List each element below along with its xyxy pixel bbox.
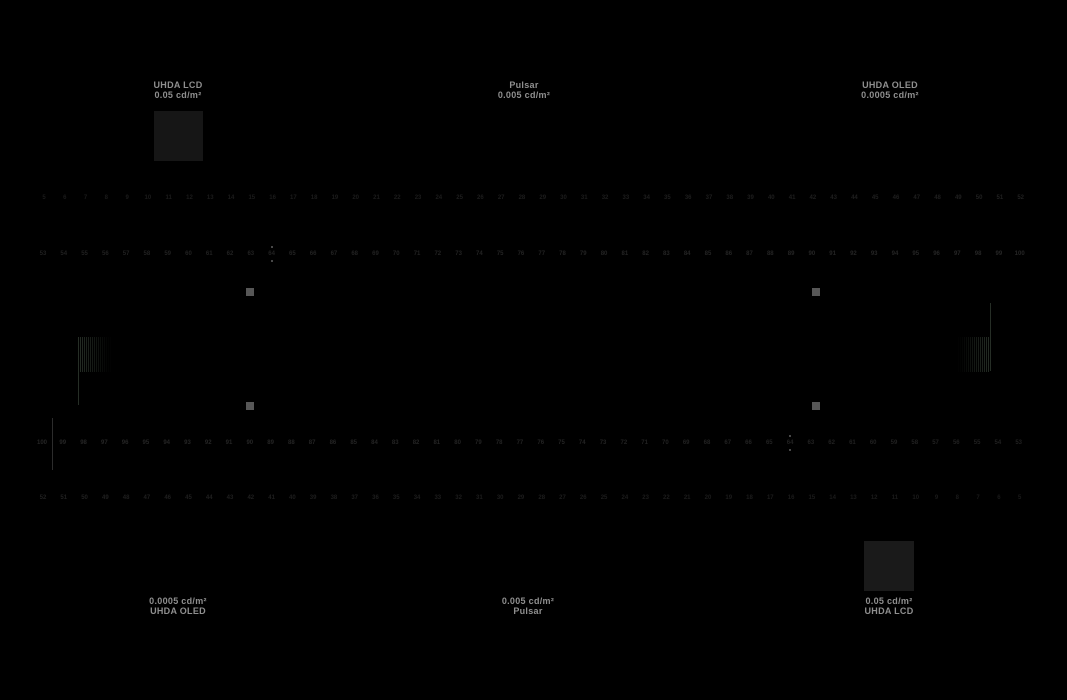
top-label-pulsar-name: Pulsar	[509, 80, 539, 90]
step-number: 61	[849, 440, 856, 446]
step-number: 10	[912, 495, 920, 501]
comb-line	[84, 337, 85, 372]
step-number: 74	[476, 251, 483, 257]
step-number: 91	[225, 440, 233, 446]
black-level-marker-dot	[789, 449, 791, 451]
step-number: 78	[559, 251, 566, 257]
step-number: 72	[620, 440, 628, 446]
step-number: 85	[704, 251, 712, 257]
step-number: 54	[994, 440, 1002, 446]
step-number: 9	[125, 195, 129, 201]
comb-line	[94, 337, 95, 372]
comb-line	[78, 337, 79, 405]
bottom-label-uhda-oled-value: 0.0005 cd/m²	[149, 596, 207, 606]
step-number: 31	[580, 195, 588, 201]
step-number: 71	[413, 251, 421, 257]
step-number: 62	[828, 440, 835, 446]
step-number: 30	[560, 195, 567, 201]
step-number: 53	[1015, 440, 1022, 446]
step-number: 14	[829, 495, 836, 501]
step-number: 85	[350, 440, 358, 446]
flash-square-bottom-left	[246, 402, 254, 410]
step-number: 83	[663, 251, 670, 257]
step-number: 35	[392, 495, 400, 501]
step-number: 11	[891, 495, 899, 501]
step-number: 44	[205, 495, 213, 501]
step-number: 43	[226, 495, 234, 501]
step-number: 42	[247, 495, 255, 501]
step-number: 73	[599, 440, 607, 446]
step-number: 23	[414, 195, 422, 201]
comb-line	[990, 303, 991, 371]
step-number: 34	[413, 495, 421, 501]
step-number: 18	[310, 195, 318, 201]
black-level-marker-dot	[789, 435, 791, 437]
step-number: 38	[726, 195, 734, 201]
step-number: 35	[664, 195, 671, 201]
bottom-label-uhda-oled-name: UHDA OLED	[150, 606, 206, 616]
step-number: 89	[267, 440, 274, 446]
step-number: 68	[351, 251, 359, 257]
step-number: 50	[81, 495, 88, 501]
comb-line	[82, 337, 83, 372]
comb-line	[980, 337, 981, 372]
flash-square-bottom-right	[812, 402, 820, 410]
step-number: 15	[808, 495, 816, 501]
step-number: 97	[100, 440, 108, 446]
step-number: 99	[59, 440, 67, 446]
step-number: 47	[143, 495, 151, 501]
step-number: 17	[290, 195, 297, 201]
comb-line	[100, 337, 101, 372]
bottom-label-pulsar-name: Pulsar	[513, 606, 543, 616]
step-number: 84	[371, 440, 378, 446]
step-number: 76	[537, 440, 545, 446]
step-number: 26	[477, 195, 484, 201]
step-number: 58	[911, 440, 919, 446]
step-number: 92	[204, 440, 212, 446]
step-number: 99	[995, 251, 1003, 257]
step-number: 98	[974, 251, 982, 257]
step-number: 49	[101, 495, 109, 501]
step-number: 100	[1014, 251, 1025, 257]
step-number: 28	[538, 495, 546, 501]
top-label-uhda-lcd	[68, 80, 288, 100]
step-number: 81	[621, 251, 629, 257]
step-number: 33	[434, 495, 442, 501]
step-number: 66	[309, 251, 317, 257]
step-number: 37	[705, 195, 713, 201]
step-number: 32	[601, 195, 609, 201]
top-label-pulsar	[414, 80, 634, 100]
step-number: 12	[870, 495, 878, 501]
step-number: 16	[787, 495, 795, 501]
step-number: 30	[496, 495, 504, 501]
comb-line	[968, 337, 969, 372]
step-number: 83	[391, 440, 399, 446]
step-number: 60	[185, 251, 192, 257]
step-number: 97	[953, 251, 961, 257]
step-number: 27	[559, 495, 566, 501]
step-number: 96	[121, 440, 129, 446]
top-label-uhda-lcd-name: UHDA LCD	[153, 80, 203, 90]
step-number: 24	[435, 195, 443, 201]
step-number: 32	[455, 495, 462, 501]
step-number: 10	[144, 195, 152, 201]
uhda-lcd-top-patch	[154, 111, 203, 161]
step-number: 79	[579, 251, 587, 257]
comb-line	[96, 337, 97, 372]
step-number: 70	[662, 440, 669, 446]
step-number: 52	[39, 495, 47, 501]
step-number: 56	[952, 440, 960, 446]
comb-line	[984, 337, 985, 372]
step-number: 20	[704, 495, 712, 501]
step-number: 26	[579, 495, 587, 501]
bottom-label-pulsar	[418, 596, 638, 616]
step-number: 76	[517, 251, 525, 257]
step-number: 9	[934, 495, 939, 501]
step-number: 56	[101, 251, 109, 257]
comb-line	[90, 337, 91, 372]
step-number: 89	[787, 251, 795, 257]
step-number: 49	[954, 195, 962, 201]
step-number: 65	[289, 251, 296, 257]
step-number: 87	[308, 440, 316, 446]
step-number: 63	[247, 251, 255, 257]
step-number: 24	[621, 495, 629, 501]
uhda-lcd-bottom-patch	[864, 541, 914, 591]
comb-line	[986, 337, 987, 372]
step-number: 45	[185, 495, 192, 501]
step-number: 86	[725, 251, 733, 257]
comb-line	[92, 337, 93, 372]
step-number: 61	[205, 251, 213, 257]
step-number: 53	[39, 251, 47, 257]
comb-line	[958, 337, 959, 372]
step-number: 19	[331, 195, 339, 201]
step-number: 70	[392, 251, 400, 257]
step-number: 88	[288, 440, 295, 446]
step-number: 48	[934, 195, 941, 201]
step-number: 94	[163, 440, 171, 446]
comb-line	[970, 337, 971, 372]
top-label-pulsar-value: 0.005 cd/m²	[497, 90, 551, 100]
step-number: 41	[788, 195, 796, 201]
step-number: 96	[933, 251, 940, 257]
step-number: 14	[227, 195, 235, 201]
step-number: 64	[268, 251, 275, 257]
step-number: 25	[600, 495, 608, 501]
top-label-uhda-oled	[780, 80, 1000, 100]
step-number: 71	[641, 440, 648, 446]
step-number: 72	[434, 251, 442, 257]
step-number: 93	[184, 440, 191, 446]
comb-line	[80, 337, 81, 372]
comb-line	[974, 337, 975, 372]
step-number: 16	[269, 195, 276, 201]
comb-line	[978, 337, 979, 372]
step-number: 38	[330, 495, 338, 501]
step-number: 5	[42, 195, 46, 201]
step-number: 22	[393, 195, 401, 201]
step-number: 69	[682, 440, 690, 446]
step-number: 58	[143, 251, 151, 257]
step-number: 65	[765, 440, 773, 446]
flash-square-top-left	[246, 288, 254, 296]
top-label-uhda-oled-value: 0.0005 cd/m²	[861, 90, 919, 100]
step-number: 86	[329, 440, 337, 446]
step-number: 59	[890, 440, 898, 446]
step-number: 46	[164, 495, 172, 501]
step-number: 54	[60, 251, 68, 257]
step-number: 55	[81, 251, 88, 257]
step-number: 63	[807, 440, 815, 446]
step-number: 31	[476, 495, 483, 501]
step-number: 43	[830, 195, 837, 201]
step-number: 17	[766, 495, 774, 501]
step-number: 52	[1017, 195, 1024, 201]
step-number: 13	[206, 195, 214, 201]
bottom-label-uhda-oled	[68, 596, 288, 616]
step-number: 90	[246, 440, 254, 446]
comb-line	[106, 337, 107, 372]
step-number: 6	[63, 195, 67, 201]
step-number: 90	[808, 251, 816, 257]
step-number: 33	[622, 195, 630, 201]
step-number: 21	[683, 495, 691, 501]
comb-line	[964, 337, 965, 372]
step-number: 55	[973, 440, 981, 446]
comb-line	[102, 337, 103, 372]
comb-line	[972, 337, 973, 372]
step-number: 57	[122, 251, 130, 257]
step-number: 22	[663, 495, 670, 501]
step-number: 7	[83, 195, 88, 201]
step-number: 39	[309, 495, 317, 501]
step-number: 29	[539, 195, 547, 201]
step-number: 75	[496, 251, 504, 257]
step-number: 50	[975, 195, 983, 201]
step-number: 88	[766, 251, 774, 257]
step-number: 80	[454, 440, 461, 446]
step-number: 15	[248, 195, 256, 201]
reference-line	[52, 418, 53, 470]
step-number: 40	[289, 495, 296, 501]
step-number: 19	[725, 495, 733, 501]
top-label-uhda-lcd-value: 0.05 cd/m²	[154, 90, 202, 100]
step-number: 45	[871, 195, 879, 201]
step-number: 18	[746, 495, 753, 501]
comb-line	[98, 337, 99, 372]
flash-square-top-right	[812, 288, 820, 296]
step-number: 92	[850, 251, 857, 257]
step-number: 27	[497, 195, 505, 201]
step-number: 91	[829, 251, 836, 257]
step-number: 11	[165, 195, 172, 201]
step-number: 82	[642, 251, 649, 257]
step-number: 94	[891, 251, 899, 257]
step-number: 95	[912, 251, 920, 257]
comb-line	[982, 337, 983, 372]
step-number: 68	[703, 440, 711, 446]
step-number: 78	[495, 440, 503, 446]
step-number: 67	[724, 440, 732, 446]
step-number: 34	[643, 195, 650, 201]
step-number: 12	[186, 195, 193, 201]
step-number: 67	[330, 251, 338, 257]
step-number: 6	[997, 495, 1001, 501]
step-number: 51	[60, 495, 68, 501]
step-number: 39	[747, 195, 754, 201]
comb-line	[960, 337, 961, 372]
step-number: 47	[913, 195, 921, 201]
step-number: 20	[352, 195, 360, 201]
step-number: 41	[268, 495, 275, 501]
step-number: 98	[80, 440, 87, 446]
comb-line	[966, 337, 967, 372]
step-number: 75	[558, 440, 565, 446]
step-number: 44	[851, 195, 858, 201]
step-number: 23	[642, 495, 649, 501]
step-number: 37	[351, 495, 359, 501]
step-number: 64	[786, 440, 794, 446]
step-number: 21	[373, 195, 380, 201]
step-number: 82	[412, 440, 420, 446]
step-number: 73	[455, 251, 462, 257]
step-number: 62	[226, 251, 234, 257]
step-number: 40	[767, 195, 775, 201]
step-number: 100	[36, 440, 48, 446]
step-number: 36	[684, 195, 692, 201]
comb-line	[110, 337, 111, 372]
step-number: 69	[372, 251, 379, 257]
comb-line	[976, 337, 977, 372]
step-number: 57	[932, 440, 939, 446]
bottom-label-pulsar-value: 0.005 cd/m²	[501, 596, 555, 606]
bottom-label-uhda-lcd	[779, 596, 999, 616]
step-number: 51	[996, 195, 1004, 201]
step-number: 8	[955, 495, 959, 501]
step-number: 36	[372, 495, 379, 501]
step-number: 28	[518, 195, 526, 201]
step-number: 77	[516, 440, 524, 446]
step-number: 79	[475, 440, 482, 446]
comb-line	[104, 337, 105, 372]
step-number: 8	[104, 195, 108, 201]
step-number: 80	[600, 251, 608, 257]
step-number: 84	[683, 251, 691, 257]
step-number: 7	[976, 495, 980, 501]
step-number: 74	[578, 440, 586, 446]
step-number: 48	[122, 495, 130, 501]
black-level-marker-dot	[271, 246, 273, 248]
comb-line	[88, 337, 89, 372]
step-number: 13	[850, 495, 857, 501]
black-level-marker-dot	[271, 260, 273, 262]
step-number: 60	[869, 440, 877, 446]
step-number: 42	[809, 195, 817, 201]
bottom-label-uhda-lcd-name: UHDA LCD	[864, 606, 914, 616]
step-number: 95	[142, 440, 150, 446]
top-label-uhda-oled-name: UHDA OLED	[862, 80, 918, 90]
step-number: 59	[164, 251, 172, 257]
step-number: 77	[538, 251, 546, 257]
step-number: 66	[745, 440, 752, 446]
step-number: 46	[892, 195, 900, 201]
comb-line	[988, 337, 989, 372]
comb-line	[962, 337, 963, 372]
step-number: 29	[517, 495, 525, 501]
step-number: 93	[870, 251, 878, 257]
step-number: 5	[1017, 495, 1022, 501]
step-number: 81	[433, 440, 441, 446]
comb-line	[108, 337, 109, 372]
bottom-label-uhda-lcd-value: 0.05 cd/m²	[865, 596, 913, 606]
step-number: 87	[746, 251, 753, 257]
step-number: 25	[456, 195, 463, 201]
comb-line	[86, 337, 87, 372]
